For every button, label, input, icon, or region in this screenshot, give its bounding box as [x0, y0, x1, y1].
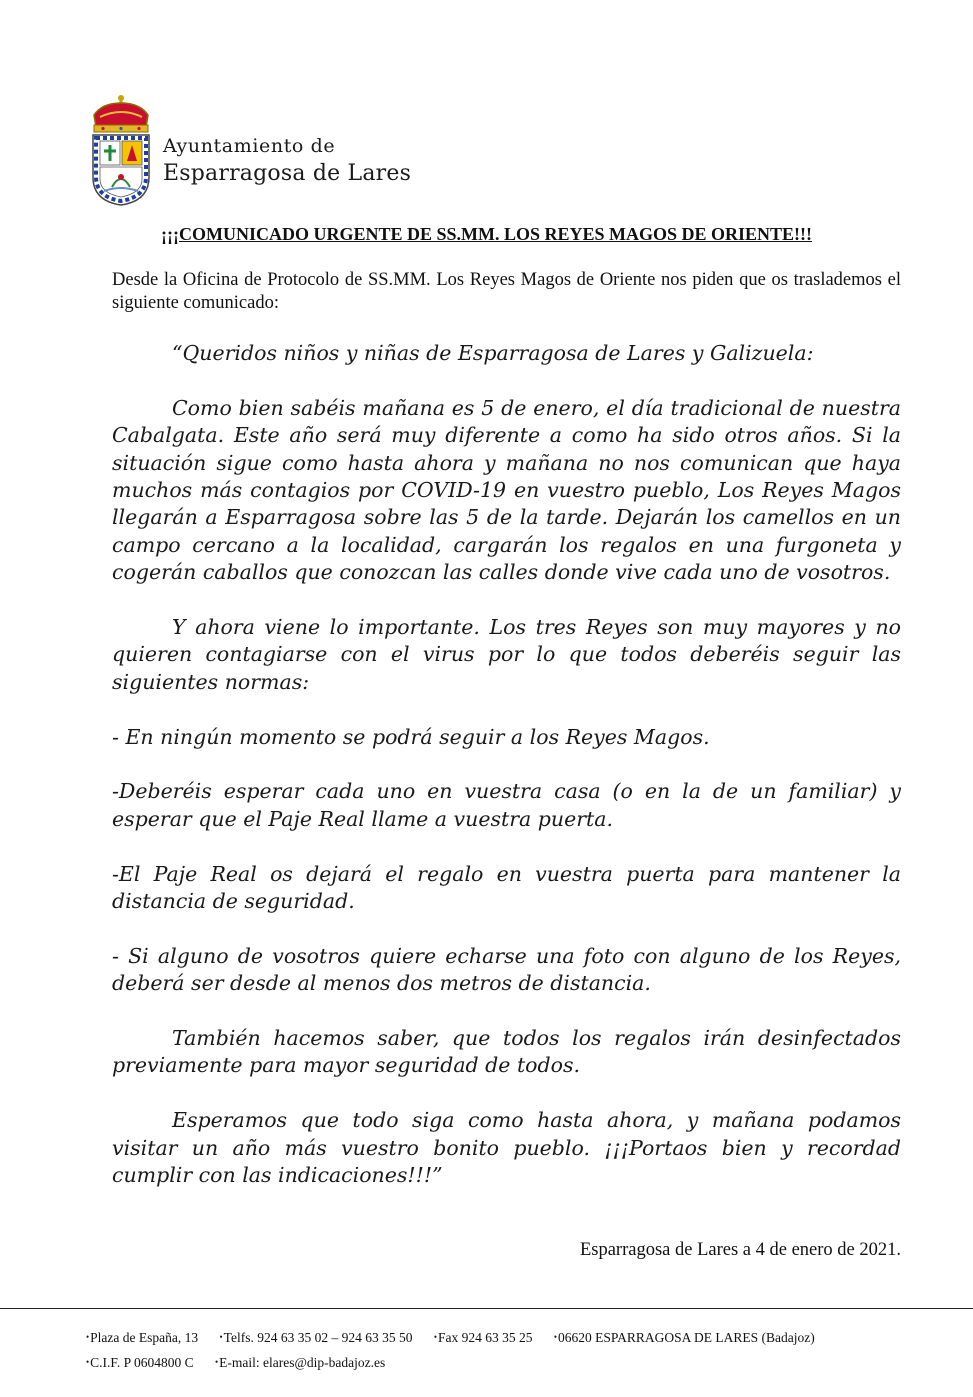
letter-paragraph-3: También hacemos saber, que todos los regalos irán desinfectados previamente para mayor seguridad de todos. — [112, 1026, 901, 1078]
footer-cif: • C.I.F. P 0604800 C — [86, 1355, 194, 1370]
letter-paragraph-4: Esperamos que todo siga como hasta ahora, y mañana podamos visitar un año más vuestro bonito pueblo. ¡¡¡Portaos bien y recordad cumplir con las indicaciones!!!” — [112, 1108, 901, 1188]
coat-of-arms-logo — [88, 93, 154, 207]
footer-row-1 — [86, 1325, 833, 1350]
letter-body — [112, 340, 901, 1217]
letter-paragraph-2: Y ahora viene lo importante. Los tres Reyes son muy mayores y no quieren contagiarse con el virus por lo que todos deberéis seguir las siguientes normas: — [112, 615, 901, 694]
footer-divider — [0, 1308, 973, 1309]
org-line-1: Ayuntamiento de — [163, 135, 336, 157]
document-title: ¡¡¡COMUNICADO URGENTE DE SS.MM. LOS REYES MAGOS DE ORIENTE!!! — [160, 224, 813, 244]
footer-fax: • Fax 924 63 35 25 — [434, 1330, 533, 1345]
footer-email: • E-mail: elares@dip-badajoz.es — [215, 1355, 385, 1370]
footer-phones: • Telfs. 924 63 35 02 – 924 63 35 50 — [220, 1330, 413, 1345]
rule-item-2: -Deberéis esperar cada uno en vuestra casa (o en la de un familiar) y esperar que el Paje Real llame a vuestra puerta. — [112, 779, 901, 831]
intro-paragraph: Desde la Oficina de Protocolo de SS.MM. Los Reyes Magos de Oriente nos piden que os traslademos el siguiente comunicado: — [112, 270, 901, 313]
letter-greeting: “Queridos niños y niñas de Esparragosa de Lares y Galizuela: — [172, 341, 814, 365]
organization-name — [163, 135, 411, 186]
footer-address: • Plaza de España, 13 — [86, 1330, 198, 1345]
date-line: Esparragosa de Lares a 4 de enero de 2021. — [579, 1240, 901, 1260]
letter-paragraph-1: Como bien sabéis mañana es 5 de enero, el día tradicional de nuestra Cabalgata. Este año será muy diferente a como ha sido otros años. Si la situación sigue como hasta ahora y mañana no nos comunican que haya muchos más contagios por COVID-19 en vuestro pueblo, Los Reyes Magos llegarán a Esparragosa sobre las 5 de la tarde. Dejarán los camellos en un campo cercano a la localidad, cargarán los regalos en una furgoneta y cogerán caballos que conozcan las calles donde vive cada uno de vosotros. — [112, 395, 901, 585]
footer-row-2 — [86, 1350, 833, 1375]
footer-postal: • 06620 ESPARRAGOSA DE LARES (Badajoz) — [554, 1330, 815, 1345]
rule-item-3: -El Paje Real os dejará el regalo en vuestra puerta para mantener la distancia de seguridad. — [112, 861, 901, 914]
rule-item-1: - En ningún momento se podrá seguir a los Reyes Magos. — [112, 724, 710, 749]
rule-item-4: - Si alguno de vosotros quiere echarse una foto con alguno de los Reyes, deberá ser desde al menos dos metros de distancia. — [112, 943, 901, 996]
org-line-2: Esparragosa de Lares — [163, 161, 412, 186]
footer — [86, 1325, 833, 1375]
